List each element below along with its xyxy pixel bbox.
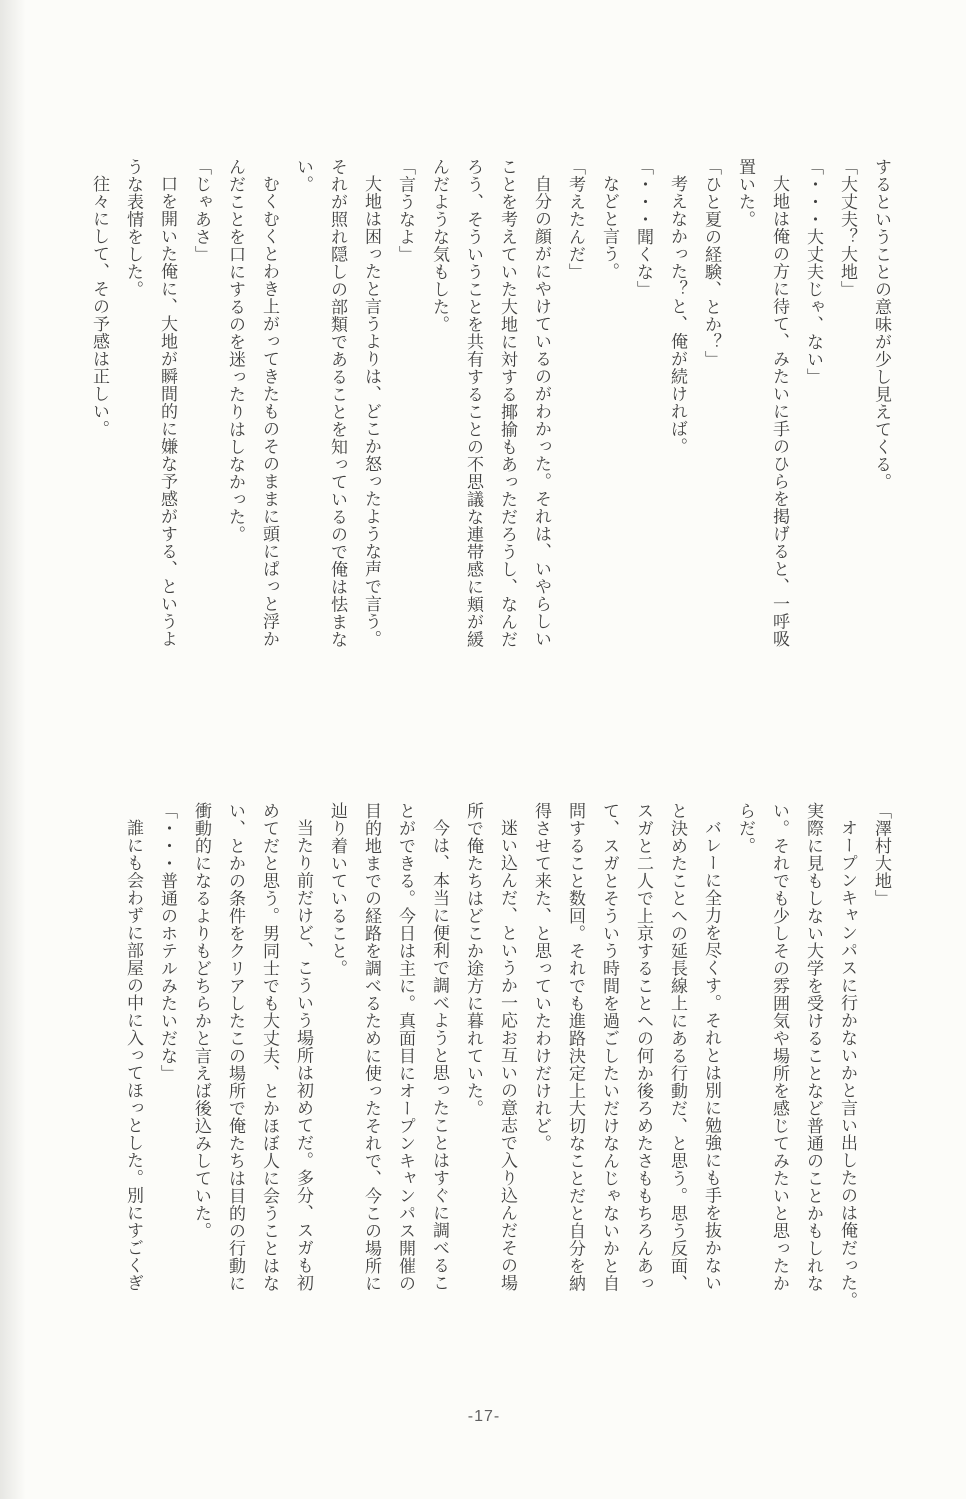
- text-line: 「考えたんだ」: [566, 158, 585, 281]
- text-line: 「・・・聞くな」: [634, 158, 653, 298]
- text-line: 置いた。: [736, 158, 755, 228]
- text-line: 口を開いた俺に、大地が瞬間的に嫌な予感がする、というよ: [158, 175, 177, 648]
- text-line: 「じゃあさ」: [192, 158, 211, 263]
- text-line: んだような気もした。: [430, 158, 449, 333]
- text-line: 衝動的になるよりもどちらかと言えば後込みしていた。: [192, 802, 211, 1240]
- text-line: それが照れ隠しの部類であることを知っているので俺は怯まな: [328, 158, 347, 648]
- text-line: と決めたことへの延長線上にある行動だ、と思う。思う反面、: [668, 802, 687, 1292]
- text-line: ろう、そういうことを共有することの不思議な連帯感に頬が緩: [464, 158, 483, 648]
- text-line: らだ。: [736, 802, 755, 855]
- text-line: 「・・・大丈夫じゃ、ない」: [804, 158, 823, 386]
- text-line: めてだと思う。男同士でも大丈夫、とかほぼ人に会うことはな: [260, 802, 279, 1292]
- text-line: い、とかの条件をクリアしたこの場所で俺たちは目的の行動に: [226, 802, 245, 1292]
- text-line: うな表情をした。: [124, 158, 143, 298]
- text-line: 目的地までの経路を調べるために使ったそれで、今この場所に: [362, 802, 381, 1292]
- text-line: 迷い込んだ、というか一応お互いの意志で入り込んだその場: [498, 819, 517, 1292]
- text-line: 当たり前だけど、こういう場所は初めてだ。多分、スガも初: [294, 819, 313, 1292]
- text-line: い。: [294, 158, 313, 193]
- text-line: い。それでも少しその雰囲気や場所を感じてみたいと思ったか: [770, 802, 789, 1292]
- text-line: などと言う。: [600, 175, 619, 280]
- text-line: スガと二人で上京することへの何か後ろめたさももちろんあっ: [634, 802, 653, 1292]
- text-line: 往々にして、その予感は正しい。: [90, 175, 109, 438]
- text-line: 問すること数回。それでも進路決定上大切なことだと自分を納: [566, 802, 585, 1292]
- text-line: するということの意味が少し見えてくる。: [872, 158, 891, 491]
- text-line: 実際に見もしない大学を受けることなど普通のことかもしれな: [804, 802, 823, 1292]
- text-line: オープンキャンパスに行かないかと言い出したのは俺だった。: [838, 819, 857, 1309]
- text-line: て、スガとそういう時間を過ごしたいだけなんじゃないかと自: [600, 802, 619, 1292]
- text-line: 誰にも会わずに部屋の中に入ってほっとした。別にすごくぎ: [124, 819, 143, 1292]
- text-line: 「澤村大地」: [872, 802, 891, 907]
- text-line: むくむくとわき上がってきたものそのままに頭にぱっと浮か: [260, 175, 279, 648]
- page-number: -17-: [467, 1408, 501, 1425]
- text-line: んだことを口にするのを迷ったりはしなかった。: [226, 158, 245, 543]
- text-line: ことを考えていた大地に対する揶揄もあっただろうし、なんだ: [498, 158, 517, 648]
- text-line: 大地は俺の方に待て、みたいに手のひらを掲げると、一呼吸: [770, 175, 789, 648]
- text-line: 「ひと夏の経験、とか？」: [702, 158, 721, 368]
- text-line: 「言うなよ」: [396, 158, 415, 263]
- text-line: 得させて来た、と思っていたわけだけれど。: [532, 802, 551, 1152]
- text-line: 「・・・普通のホテルみたいだな」: [158, 802, 177, 1082]
- text-line: 自分の顔がにやけているのがわかった。それは、いやらしい: [532, 175, 551, 648]
- text-line: 大地は困ったと言うよりは、どこか怒ったような声で言う。: [362, 175, 381, 648]
- text-line: 今は、本当に便利で調べようと思ったことはすぐに調べるこ: [430, 819, 449, 1292]
- text-line: とができる。今日は主に。真面目にオープンキャンパス開催の: [396, 802, 415, 1292]
- text-line: 考えなかった？と、俺が続ければ。: [668, 175, 687, 455]
- text-line: 「大丈夫？大地」: [838, 158, 857, 298]
- text-line: 辿り着いていること。: [328, 802, 347, 977]
- text-line: バレーに全力を尽くす。それとは別に勉強にも手を抜かない: [702, 819, 721, 1292]
- top-text-block: [82, 158, 898, 714]
- bottom-text-block: [116, 802, 898, 1402]
- text-line: 所で俺たちはどこか途方に暮れていた。: [464, 802, 483, 1117]
